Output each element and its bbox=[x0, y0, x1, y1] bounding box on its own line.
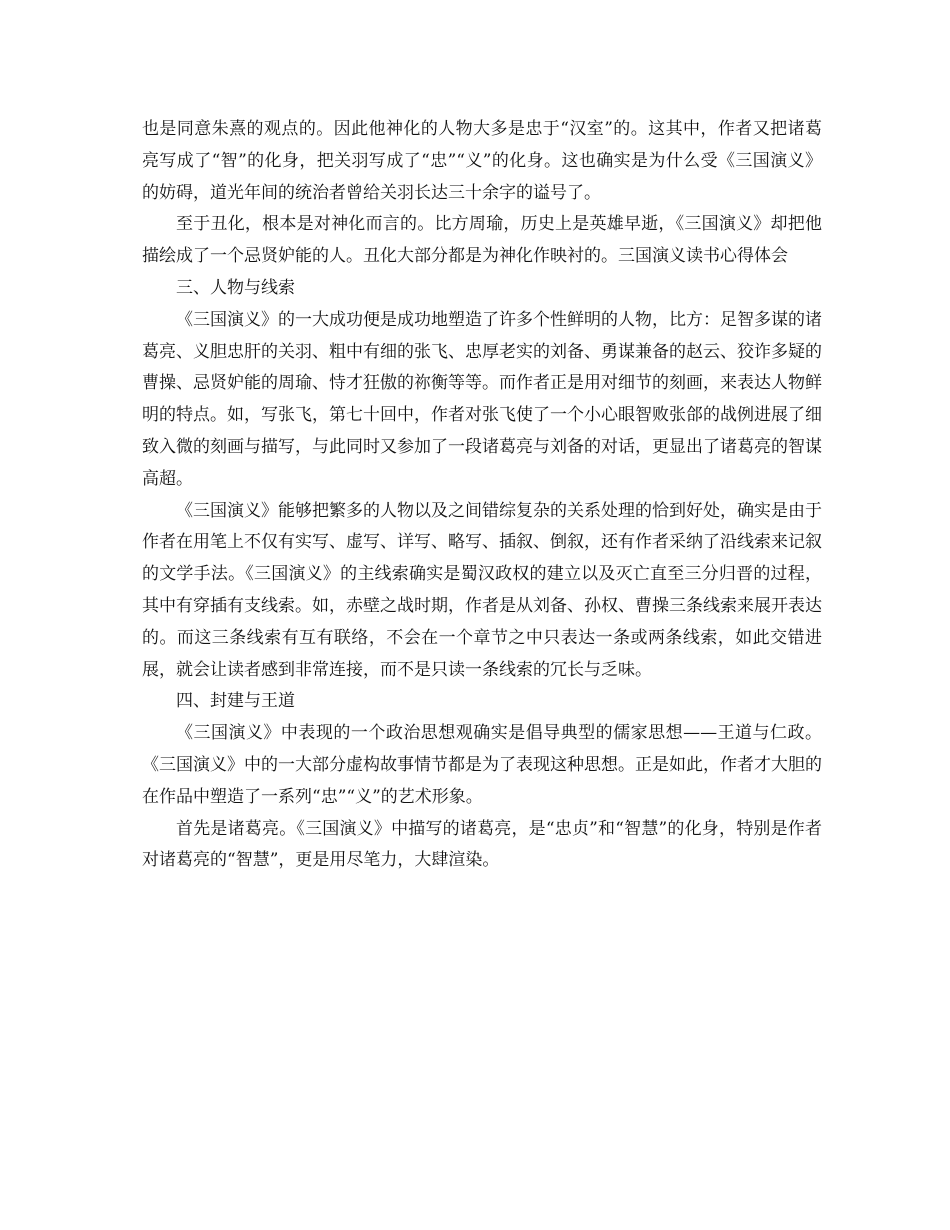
document-page bbox=[142, 114, 822, 877]
section-heading-feudal: 四、封建与王道 bbox=[176, 691, 295, 712]
paragraph-uglification: 至于丑化，根本是对神化而言的。比方周瑜，历史上是英雄早逝，《三国演义》却把他描绘成了一个忌贤妒能的人。丑化大部分都是为神化作映衬的。三国演义读书心得体会 bbox=[142, 214, 822, 267]
paragraph-kingly-way: 《三国演义》中表现的一个政治思想观确实是倡导典型的儒家思想——王道与仁政。《三国演义》中的一大部分虚构故事情节都是为了表现这种思想。正是如此，作者才大胆的在作品中塑造了一系列“忠”“义”的艺术形象。 bbox=[142, 723, 822, 807]
section-heading-characters: 三、人物与线索 bbox=[176, 277, 295, 298]
paragraph-threads: 《三国演义》能够把繁多的人物以及之间错综复杂的关系处理的恰到好处，确实是由于作者在用笔上不仅有实写、虚写、详写、略写、插叙、倒叙，还有作者采纳了沿线索来记叙的文学手法。《三国演义》的主线索确实是蜀汉政权的建立以及灭亡直至三分归晋的过程，其中有穿插有支线索。如，赤壁之战时期，作者是从刘备、孙权、曹操三条线索来展开表达的。而这三条线索有互有联络，不会在一个章节之中只表达一条或两条线索，如此交错进展，就会让读者感到非常连接，而不是只读一条线索的冗长与乏味。 bbox=[142, 500, 822, 680]
paragraph-continuation: 也是同意朱熹的观点的。因此他神化的人物大多是忠于“汉室”的。这其中，作者又把诸葛亮写成了“智”的化身，把关羽写成了“忠”“义”的化身。这也确实是为什么受《三国演义》的妨碍，道光年间的统治者曾给关羽长达三十余字的谥号了。 bbox=[142, 119, 822, 203]
paragraph-characters: 《三国演义》的一大成功便是成功地塑造了许多个性鲜明的人物，比方：足智多谋的诸葛亮、义胆忠肝的关羽、粗中有细的张飞、忠厚老实的刘备、勇谋兼备的赵云、狡诈多疑的曹操、忌贤妒能的周瑜、恃才狂傲的祢衡等等。而作者正是用对细节的刻画，来表达人物鲜明的特点。如，写张飞，第七十回中，作者对张飞使了一个小心眼智败张郃的战例进展了细致入微的刻画与描写，与此同时又参加了一段诸葛亮与刘备的对话，更显出了诸葛亮的智谋高超。 bbox=[142, 309, 822, 489]
paragraph-zhuge-liang: 首先是诸葛亮。《三国演义》中描写的诸葛亮，是“忠贞”和“智慧”的化身，特别是作者对诸葛亮的“智慧”，更是用尽笔力，大肆渲染。 bbox=[142, 818, 822, 871]
